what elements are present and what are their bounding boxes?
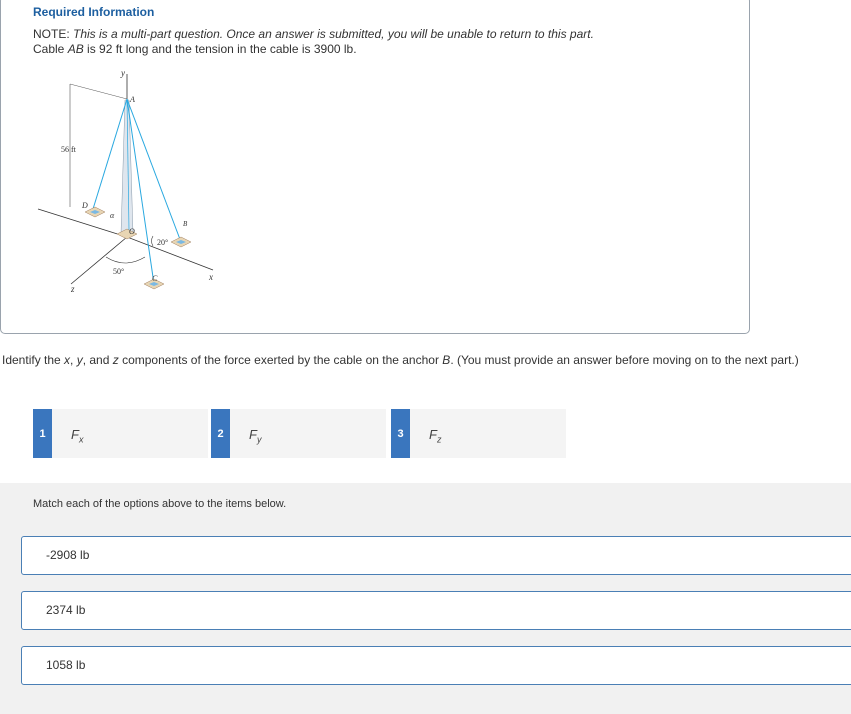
label-x: x [209, 272, 213, 282]
option-number: 1 [33, 409, 52, 458]
label-height: 56 ft [61, 145, 76, 154]
angle20-arc [152, 236, 154, 246]
option-label [429, 427, 441, 445]
cable-ab: AB [67, 42, 84, 56]
cable-pre: Cable [33, 42, 68, 56]
option-base: F [71, 427, 79, 442]
question-part: . (You must provide an answer before moving on to the next part.) [450, 353, 799, 367]
note-body: This is a multi-part question. Once an answer is submitted, you will be unable to return to this part. [73, 27, 594, 41]
label-angle20: 20° [157, 238, 169, 247]
height-dim-top [70, 84, 127, 99]
question-part: Identify the [2, 353, 65, 367]
info-title: Required Information [33, 5, 155, 19]
cable-ab [127, 99, 181, 242]
match-item-value: -2908 lb [46, 548, 90, 562]
label-y: y [121, 68, 125, 78]
option-label [249, 427, 261, 445]
cable-anchor-diagram [33, 62, 223, 302]
x-axis-line [127, 237, 213, 270]
option-fy[interactable] [211, 409, 386, 458]
label-c: C [152, 274, 158, 283]
option-subscript: z [436, 434, 442, 445]
option-subscript: x [78, 434, 84, 445]
option-label [71, 427, 83, 445]
question-part: , [70, 353, 77, 367]
label-d: D [82, 201, 88, 210]
option-base: F [429, 427, 437, 442]
match-target-3[interactable] [21, 646, 851, 685]
note-prefix: NOTE: [33, 27, 70, 41]
match-item-value: 2374 lb [46, 603, 86, 617]
option-number: 2 [211, 409, 230, 458]
question-part: components of the force exerted by the cable on the anchor [118, 353, 443, 367]
anchor-b [171, 237, 191, 247]
question-text [2, 353, 799, 367]
label-a: A [130, 95, 135, 104]
option-fz[interactable] [391, 409, 566, 458]
match-item-value: 1058 lb [46, 658, 86, 672]
match-instruction: Match each of the options above to the items below. [33, 498, 287, 510]
option-subscript: y [256, 434, 262, 445]
cable-statement [33, 42, 357, 56]
option-number: 3 [391, 409, 410, 458]
label-z: z [71, 284, 75, 294]
match-target-1[interactable] [21, 536, 851, 575]
note-text [33, 27, 594, 41]
cable-post: is 92 ft long and the tension in the cable is 3900 lb. [83, 42, 357, 56]
question-x: x [64, 353, 71, 367]
label-alpha: α [110, 211, 115, 220]
label-angle50: 50° [113, 267, 125, 276]
question-y: y [76, 353, 83, 367]
label-b: B [183, 220, 188, 228]
anchor-d [85, 207, 105, 217]
question-z: z [112, 353, 119, 367]
angle50-arc [106, 257, 145, 263]
cable-ad [93, 99, 127, 209]
match-target-2[interactable] [21, 591, 851, 630]
option-fx[interactable] [33, 409, 208, 458]
question-b: B [442, 353, 451, 367]
label-o: O [129, 227, 135, 236]
question-part: , and [82, 353, 113, 367]
option-base: F [249, 427, 257, 442]
z-axis-line [71, 237, 127, 284]
